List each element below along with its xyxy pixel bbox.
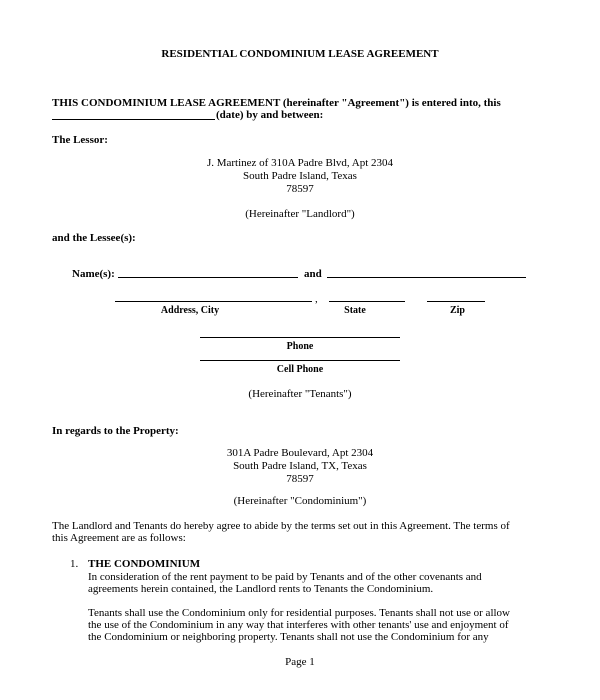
agreement-paragraph <box>52 520 592 544</box>
date-input-line[interactable] <box>52 119 215 120</box>
cell-phone-label: Cell Phone <box>276 364 324 375</box>
landlord-note: (Hereinafter "Landlord") <box>245 208 355 220</box>
agreement-line-1: The Landlord and Tenants do hereby agree to abide by the terms set out in this Agreement. The terms of <box>52 520 510 532</box>
section-1-number: 1. <box>70 558 79 570</box>
lessor-address-line-3: 78597 <box>286 183 314 195</box>
state-line[interactable] <box>329 301 405 302</box>
cell-phone-line[interactable] <box>200 360 400 361</box>
names-label: Name(s): <box>72 268 115 280</box>
zip-line[interactable] <box>427 301 485 302</box>
section-1-para-2-line-2: the use of the Condominium in any way that interferes with other tenants' use and enjoyment of <box>88 619 509 631</box>
state-label: State <box>344 305 366 316</box>
lessor-heading: The Lessor: <box>52 134 108 146</box>
address-city-label: Address, City <box>160 305 220 316</box>
lessee-heading: and the Lessee(s): <box>52 232 136 244</box>
phone-label: Phone <box>286 341 314 352</box>
section-1-title: THE CONDOMINIUM <box>88 558 201 570</box>
section-1-para-2-line-1: Tenants shall use the Condominium only for residential purposes. Tenants shall not use or allow <box>88 607 510 619</box>
property-address-line-2: South Padre Island, TX, Texas <box>233 460 367 472</box>
lessor-address-line-1: J. Martinez of 310A Padre Blvd, Apt 2304 <box>206 157 394 169</box>
property-address-line-3: 78597 <box>286 473 314 485</box>
section-1-para-1-line-2: agreements herein contained, the Landlord rents to Tenants the Condominium. <box>88 583 434 595</box>
address-city-line[interactable] <box>115 301 312 302</box>
section-1-paragraph-2 <box>88 607 588 643</box>
zip-label: Zip <box>449 305 465 316</box>
intro-line-2: (date) by and between: <box>216 109 324 121</box>
condo-note: (Hereinafter "Condominium") <box>233 495 367 507</box>
phone-line[interactable] <box>200 337 400 338</box>
tenant-name-1-line[interactable] <box>118 277 298 278</box>
section-1-paragraph-1 <box>88 571 588 595</box>
agreement-line-2: this Agreement are as follows: <box>52 532 186 544</box>
lessor-address-line-2: South Padre Island, Texas <box>243 170 357 182</box>
property-address-line-1: 301A Padre Boulevard, Apt 2304 <box>226 447 374 459</box>
address-comma: , <box>315 293 318 305</box>
page-number: Page 1 <box>285 656 315 668</box>
document-title: RESIDENTIAL CONDOMINIUM LEASE AGREEMENT <box>161 48 439 60</box>
property-heading: In regards to the Property: <box>52 425 179 437</box>
section-1-para-1-line-1: In consideration of the rent payment to be paid by Tenants and of the other covenants and <box>88 571 482 583</box>
tenants-note: (Hereinafter "Tenants") <box>248 388 352 400</box>
section-1-para-2-line-3: the Condominium or neighboring property. Tenants shall not use the Condominium for any <box>88 631 489 643</box>
and-label: and <box>304 268 322 280</box>
intro-line-1: THIS CONDOMINIUM LEASE AGREEMENT (hereinafter "Agreement") is entered into, this <box>52 97 501 109</box>
tenant-name-2-line[interactable] <box>327 277 526 278</box>
